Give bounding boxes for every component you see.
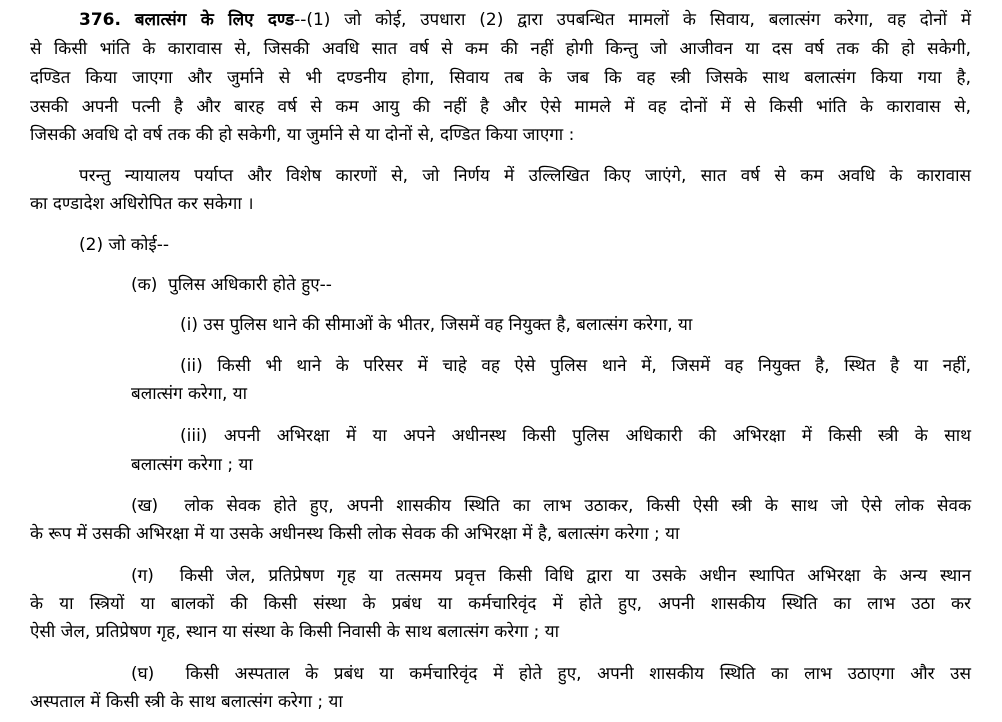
clause-ka-text: पुलिस अधिकारी होते हुए-- (168, 275, 332, 295)
item-iii-line-1: (iii) अपनी अभिरक्षा में या अपने अधीनस्थ किसी पुलिस अधिकारी की अभिरक्षा में किसी स्त्री के साथ (180, 426, 971, 446)
item-iii-line-2: बलात्संग करेगा ; या (131, 455, 253, 475)
clause-kha-line-1: (ख) लोक सेवक होते हुए, अपनी शासकीय स्थिति का लाभ उठाकर, किसी ऐसी स्त्री के साथ जो ऐसे लोक सेवक (131, 496, 972, 516)
clause-ga-line-2: के या स्त्रियों या बालकों की किसी संस्था के प्रबंध या कर्मचारिवृंद में होते हुए, अपनी शासकीय स्थिति का लाभ उठा कर (30, 594, 971, 614)
item-i-line-1: (i) उस पुलिस थाने की सीमाओं के भीतर, जिसमें वह नियुक्त है, बलात्संग करेगा, या (180, 315, 693, 335)
subsection-2: (2) जो कोई-- (79, 235, 169, 255)
para1-line-5: जिसकी अवधि दो वर्ष तक की हो सकेगी, या जुर्माने से या दोनों से, दण्डित किया जाएगा : (30, 125, 575, 145)
clause-gha-line-1: (घ) किसी अस्पताल के प्रबंध या कर्मचारिवृंद में होते हुए, अपनी शासकीय स्थिति का लाभ उठाएगा और उस (131, 664, 971, 684)
proviso-line-1: परन्तु न्यायालय पर्याप्त और विशेष कारणों से, जो निर्णय में उल्लिखित किए जाएंगे, सात वर्ष से कम अवधि के कारावास (79, 166, 971, 186)
section-number: 376. (79, 10, 121, 30)
clause-kha-line-2: के रूप में उसकी अभिरक्षा में या उसके अधीनस्थ किसी लोक सेवक की अभिरक्षा में है, बलात्संग करेगा ; या (30, 524, 680, 544)
clause-ka (131, 273, 332, 297)
item-iii-label: (iii) (180, 426, 208, 446)
clause-ga-label: (ग) (131, 566, 154, 586)
para1-line-1 (79, 8, 971, 32)
section-heading: बलात्संग के लिए दण्ड (134, 10, 295, 30)
clause-ka-label: (क) (131, 275, 158, 295)
item-ii-line-2: बलात्संग करेगा, या (131, 384, 248, 404)
para1-line-1-text: --(1) जो कोई, उपधारा (2) द्वारा उपबन्धित मामलों के सिवाय, बलात्संग करेगा, वह दोनों में (294, 10, 971, 30)
proviso-line-2: का दण्डादेश अधिरोपित कर सकेगा । (30, 194, 254, 214)
item-ii-label: (ii) (180, 356, 203, 376)
para1-line-3: दण्डित किया जाएगा और जुर्माने से भी दण्डनीय होगा, सिवाय तब के जब कि वह स्त्री जिसके साथ बलात्संग किया गया है, (30, 68, 971, 88)
clause-ga-line-1: (ग) किसी जेल, प्रतिप्रेषण गृह या तत्समय प्रवृत्त किसी विधि द्वारा या उसके अधीन स्थापित अभिरक्षा के अन्य स्थान (131, 566, 972, 586)
clause-gha-label: (घ) (131, 664, 155, 684)
item-ii-line-1: (ii) किसी भी थाने के परिसर में चाहे वह ऐसे पुलिस थाने में, जिसमें वह नियुक्त है, स्थित है या नहीं, (180, 356, 971, 376)
para1-line-4: उसकी अपनी पत्नी है और बारह वर्ष से कम आयु की नहीं है और ऐसे मामले में वह दोनों में से किसी भांति के कारावास से, (30, 97, 971, 117)
clause-ga-line-3: ऐसी जेल, प्रतिप्रेषण गृह, स्थान या संस्था के किसी निवासी के साथ बलात्संग करेगा ; या (30, 622, 560, 642)
clause-gha-line-2: अस्पताल में किसी स्त्री के साथ बलात्संग करेगा ; या (30, 692, 343, 712)
clause-kha-label: (ख) (131, 496, 159, 516)
para1-line-2: से किसी भांति के कारावास से, जिसकी अवधि सात वर्ष से कम की नहीं होगी किन्तु जो आजीवन या दस वर्ष तक की हो सकेगी, (30, 39, 971, 59)
item-i-label: (i) (180, 315, 198, 335)
